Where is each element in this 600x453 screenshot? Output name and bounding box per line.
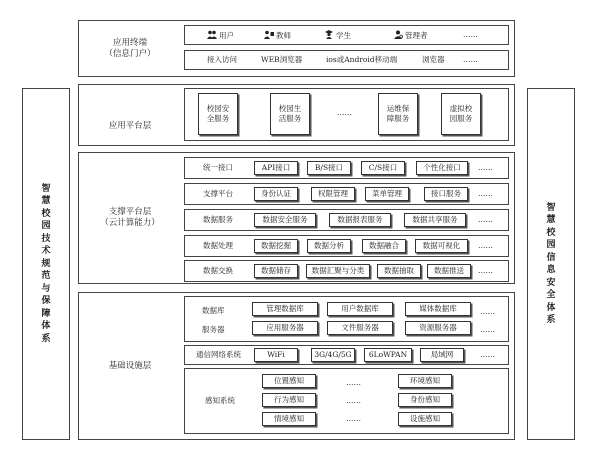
net-6lowpan: 6LoWPAN bbox=[364, 348, 412, 362]
service-label: 虚拟校园服务 bbox=[449, 104, 473, 123]
item-data-push: 数据推送 bbox=[427, 264, 471, 278]
net-more: …… bbox=[480, 350, 495, 359]
service-more: …… bbox=[337, 108, 352, 117]
item-data-extract: 数据抽取 bbox=[377, 264, 421, 278]
row-more: …… bbox=[478, 189, 493, 198]
item-data-fusion: 数据融合 bbox=[362, 239, 406, 253]
left-side-title: 智慧校园技术规范与保障体系 bbox=[41, 183, 51, 344]
item-iface-service: 接口服务 bbox=[424, 187, 468, 201]
access-more: …… bbox=[463, 55, 478, 64]
user-role-label: 用户 bbox=[219, 31, 234, 40]
admin-icon bbox=[393, 30, 403, 39]
sense-facility: 设施感知 bbox=[398, 412, 452, 426]
service-virtual-campus bbox=[441, 93, 481, 135]
row-name: 数据服务 bbox=[203, 215, 233, 224]
item-data-storage: 数据储存 bbox=[254, 264, 298, 278]
terminal-label-1: 应用终端 bbox=[112, 37, 147, 48]
net-wifi: WiFi bbox=[254, 348, 298, 362]
user-role-student bbox=[324, 30, 351, 41]
service-campus-safety bbox=[198, 93, 238, 135]
terminal-layer-label bbox=[80, 22, 180, 75]
sense-location: 位置感知 bbox=[262, 374, 316, 388]
user-role-user bbox=[207, 30, 234, 41]
sense-behavior: 行为感知 bbox=[262, 393, 316, 407]
access-browser: 浏览器 bbox=[422, 55, 445, 64]
row-more: …… bbox=[478, 241, 493, 250]
item-permission: 权限管理 bbox=[311, 187, 355, 201]
sense-more: …… bbox=[346, 378, 361, 387]
server-resource: 资源服务器 bbox=[405, 321, 471, 335]
row-more: …… bbox=[478, 215, 493, 224]
support-label-2: （云计算能力） bbox=[100, 218, 160, 228]
item-cs: C/S接口 bbox=[361, 161, 405, 175]
sense-environment: 环境感知 bbox=[398, 374, 452, 388]
access-mobile: ios或Android移动端 bbox=[326, 55, 398, 64]
support-label-1: 支撑平台层 bbox=[108, 207, 152, 217]
item-data-security: 数据安全服务 bbox=[254, 213, 316, 227]
net-label: 通信网络系统 bbox=[196, 350, 241, 359]
row-name: 数据处理 bbox=[203, 241, 233, 250]
info-security-system bbox=[527, 88, 575, 440]
user-role-label: 教师 bbox=[276, 31, 291, 40]
user-role-label: 学生 bbox=[336, 31, 351, 40]
net-mobile: 3G/4G/5G bbox=[311, 348, 355, 362]
row-more: …… bbox=[478, 266, 493, 275]
sense-label: 感知系统 bbox=[205, 396, 235, 405]
item-custom: 个性化接口 bbox=[416, 161, 468, 175]
server-label: 服务器 bbox=[202, 325, 225, 334]
server-file: 文件服务器 bbox=[327, 321, 393, 335]
access-web-browser: WEB浏览器 bbox=[261, 55, 303, 64]
terminal-label-2: （信息门户） bbox=[104, 48, 156, 59]
sense-more: …… bbox=[346, 414, 361, 423]
item-menu: 菜单管理 bbox=[365, 187, 409, 201]
infrastructure-label: 基础设施层 bbox=[108, 360, 152, 371]
row-name: 支撑平台 bbox=[203, 189, 233, 198]
item-data-analysis: 数据分析 bbox=[307, 239, 351, 253]
item-api: API接口 bbox=[254, 161, 298, 175]
item-data-report: 数据报表服务 bbox=[329, 213, 391, 227]
sense-context: 情境感知 bbox=[262, 412, 316, 426]
item-bs: B/S接口 bbox=[307, 161, 351, 175]
row-more: …… bbox=[478, 163, 493, 172]
app-platform-label: 应用平台层 bbox=[108, 120, 152, 131]
sense-identity: 身份感知 bbox=[398, 393, 452, 407]
db-management: 管理数据库 bbox=[252, 302, 318, 316]
users-icon bbox=[207, 30, 217, 39]
db-media: 媒体数据库 bbox=[405, 302, 471, 316]
right-side-title: 智慧校园信息安全体系 bbox=[546, 202, 556, 325]
server-app: 应用服务器 bbox=[252, 321, 318, 335]
item-data-mining: 数据挖掘 bbox=[254, 239, 298, 253]
user-more: …… bbox=[463, 30, 478, 39]
service-ops-guarantee bbox=[378, 93, 418, 135]
server-more: …… bbox=[480, 325, 495, 334]
sense-more: …… bbox=[346, 396, 361, 405]
user-role-admin bbox=[393, 30, 428, 41]
user-role-label: 管理者 bbox=[405, 31, 428, 40]
teacher-icon bbox=[264, 30, 274, 39]
support-platform-label bbox=[80, 154, 180, 282]
service-label: 校园生活服务 bbox=[278, 104, 302, 123]
db-user: 用户数据库 bbox=[327, 302, 393, 316]
item-data-share: 数据共享服务 bbox=[404, 213, 466, 227]
db-label: 数据库 bbox=[202, 306, 225, 315]
service-label: 运维保障服务 bbox=[386, 104, 410, 123]
item-auth: 身份认证 bbox=[254, 187, 298, 201]
row-name: 统一接口 bbox=[203, 163, 233, 172]
service-campus-life bbox=[270, 93, 310, 135]
service-label: 校园安全服务 bbox=[206, 104, 230, 123]
item-data-aggregate: 数据汇聚与分类 bbox=[306, 264, 370, 278]
access-label: 接入访问 bbox=[207, 55, 237, 64]
user-role-teacher bbox=[264, 30, 291, 41]
item-data-visual: 数据可视化 bbox=[415, 239, 468, 253]
row-name: 数据交换 bbox=[203, 266, 233, 275]
net-lan: 局域网 bbox=[420, 348, 464, 362]
tech-standard-guarantee-system bbox=[22, 88, 70, 440]
db-more: …… bbox=[480, 307, 495, 316]
student-icon bbox=[324, 30, 334, 39]
